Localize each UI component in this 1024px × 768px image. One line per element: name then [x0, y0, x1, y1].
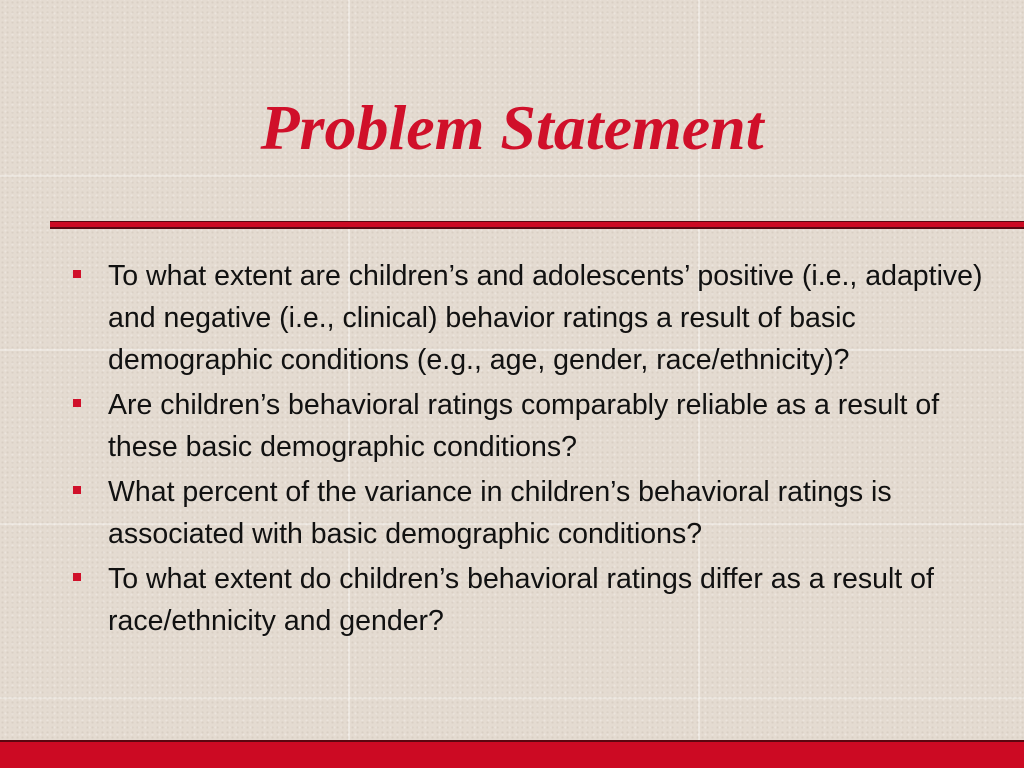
bullet-item — [70, 558, 1000, 642]
square-bullet-icon — [73, 486, 81, 494]
title-divider — [50, 221, 1024, 229]
bullet-text: What percent of the variance in children’s behavioral ratings is associated with basic demographic conditions? — [108, 476, 892, 550]
bullet-text: To what extent do children’s behavioral ratings differ as a result of race/ethnicity and gender? — [108, 563, 934, 637]
bullet-text: Are children’s behavioral ratings comparably reliable as a result of these basic demographic conditions? — [108, 389, 940, 463]
bullet-item — [70, 384, 1000, 468]
bullet-item — [70, 471, 1000, 555]
bullet-text: To what extent are children’s and adolescents’ positive (i.e., adaptive) and negative (i.e., clinical) behavior ratings a result of basic demographic conditions (e.g., age, gender, race/ethnicity)? — [108, 260, 983, 376]
bullet-item — [70, 255, 1000, 381]
bullet-list — [70, 255, 1000, 645]
square-bullet-icon — [73, 270, 81, 278]
slide-title: Problem Statement — [260, 92, 764, 163]
footer-bar — [0, 740, 1024, 768]
square-bullet-icon — [73, 573, 81, 581]
square-bullet-icon — [73, 399, 81, 407]
